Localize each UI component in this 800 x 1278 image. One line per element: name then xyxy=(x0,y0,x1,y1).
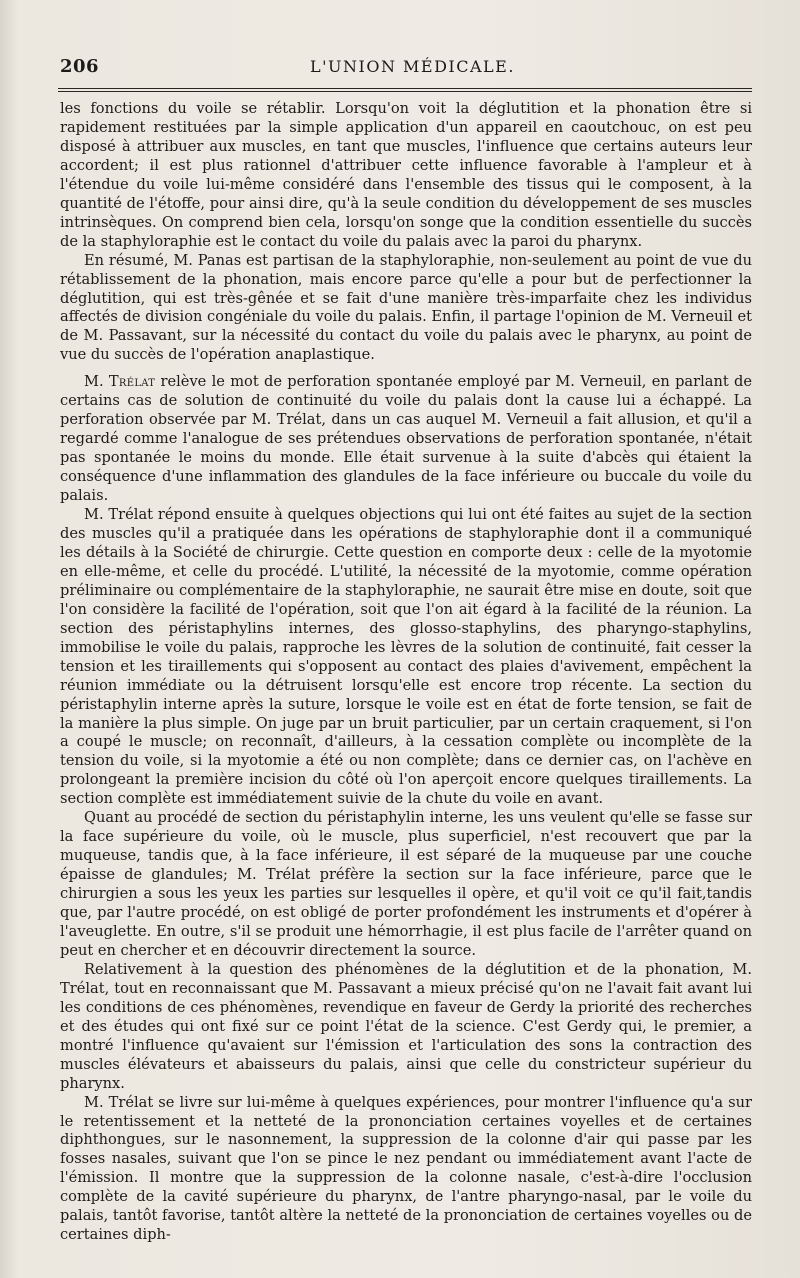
running-head xyxy=(60,56,750,84)
header-rule xyxy=(58,88,752,89)
header-rule-double xyxy=(58,91,752,92)
speaker-name: Trélat xyxy=(108,373,156,391)
article-body xyxy=(60,100,752,1245)
paragraph: Quant au procédé de section du péristaphylin interne, les uns veulent qu'elle se fasse sur la face supérieure du voile, où le muscle, plus superficiel, n'est recouvert que par la muqueuse, tandis que, à la face inférieure, il est séparé de la muqueuse par une couche épaisse de glandules; M. Trélat préfère la section sur la face inférieure, parce que le chirurgien a sous les yeux les parties sur lesquelles il opère, et qu'il voit ce qu'il fait,tandis que, par l'autre procédé, on est obligé de porter profondément les instruments et d'opérer à l'aveuglette. En outre, s'il se produit une hémorrhagie, il est plus facile de l'arrêter quand on peut en chercher et en découvrir directement la source. xyxy=(60,809,752,959)
journal-title: L'UNION MÉDICALE. xyxy=(310,57,515,76)
paragraph: M. Trélat répond ensuite à quelques objections qui lui ont été faites au sujet de la section des muscles qu'il a pratiquée dans les opérations de staphyloraphie dont il a communiqué les détails à la Société de chirurgie. Cette question en comporte deux : celle de la myotomie en elle-même, et celle du procédé. L'utilité, la nécessité de la myotomie, comme opération préliminaire ou complémentaire de la staphyloraphie, ne saurait être mise en doute, soit que l'on considère la facilité de l'opération, soit que l'on ait égard à la facilité de la réunion. La section des péristaphylins internes, des glosso-staphylins, des pharyngo-staphylins, immobilise le voile du palais, rapproche les lèvres de la solution de continuité, fait cesser la tension et les tiraillements qui s'opposent au contact des plaies d'avivement, empêchent la réunion immédiate ou la détruisent lorsqu'elle est encore trop récente. La section du péristaphylin interne après la suture, lorsque le voile est en état de forte tension, se fait de la manière la plus simple. On juge par un bruit particulier, par un certain craquement, si l'on a coupé le muscle; on reconnaît, d'ailleurs, à la cessation complète ou incomplète de la tension du voile, si la myotomie a été ou non complète; dans ce dernier cas, on l'achève en prolongeant la première incision du côté où l'on aperçoit encore quelques tiraillements. La section complète est immédiatement suivie de la chute du voile en avant. xyxy=(60,506,752,808)
paragraph-trelat-intro xyxy=(60,373,752,506)
paragraph-text: relève le mot de perforation spontanée employé par M. Verneuil, en parlant de certains cas de solution de continuité du voile du palais dont la cause lui a échappé. La perforation observée par M. Trélat, dans un cas auquel M. Verneuil a fait allusion, et qu'il a regardé comme l'analogue de ses prétendues observations de perforation spontanée, n'était pas spontanée le moins du monde. Elle était survenue à la suite d'abcès qui étaient la conséquence d'une inflammation des glandules de la face inférieure ou buccale du voile du palais. xyxy=(60,373,752,505)
page-number: 206 xyxy=(60,56,100,77)
paragraph: M. Trélat se livre sur lui-même à quelques expériences, pour montrer l'influence qu'a sur le retentissement et la netteté de la prononciation certaines voyelles et de certaines diphthongues, sur le nasonnement, la suppression de la colonne d'air qui passe par les fosses nasales, suivant que l'on se pince le nez pendant ou immédiatement avant l'acte de l'émission. Il montre que la suppression de la colonne nasale, c'est-à-dire l'occlusion complète de la cavité supérieure du pharynx, de l'antre pharyngo-nasal, par le voile du palais, tantôt favorise, tantôt altère la netteté de la prononciation de certaines voyelles ou de certaines diph- xyxy=(60,1093,752,1244)
paragraph: les fonctions du voile se rétablir. Lorsqu'on voit la déglutition et la phonation être si rapidement restituées par la simple application d'un appareil en caoutchouc, on est peu disposé à attribuer aux muscles, en tant que muscles, l'influence que certains auteurs leur accordent; il est plus rationnel d'attribuer cette influence favorable à l'ampleur et à l'étendue du voile lui-même considéré dans l'ensemble des tissus qui le composent, à la quantité de l'étoffe, pour ainsi dire, qu'à la seule condition du développement de ses muscles intrinsèques. On comprend bien cela, lorsqu'on songe que la condition essentielle du succès de la staphyloraphie est le contact du voile du palais avec la paroi du pharynx. xyxy=(60,100,752,250)
paragraph: En résumé, M. Panas est partisan de la staphyloraphie, non-seulement au point de vue du rétablissement de la phonation, mais encore parce qu'elle a pour but de perfectionner la déglutition, qui est très-gênée et se fait d'une manière très-imparfaite chez les individus affectés de division congéniale du voile du palais. Enfin, il partage l'opinion de M. Verneuil et de M. Passavant, sur la nécessité du contact du voile du palais avec le pharynx, au point de vue du succès de l'opération anaplastique. xyxy=(60,251,752,364)
paragraph: Relativement à la question des phénomènes de la déglutition et de la phonation, M. Trélat, tout en reconnaissant que M. Passavant a mieux précisé qu'on ne l'avait fait avant lui les conditions de ces phénomènes, revendique en faveur de Gerdy la priorité des recherches et des études qui ont fixé sur ce point l'état de la science. C'est Gerdy qui, le premier, a montré l'influence qu'avaient sur l'émission et l'articulation des sons la contraction des muscles élévateurs et abaisseurs du palais, ainsi que celle du constricteur supérieur du pharynx. xyxy=(60,960,752,1092)
speaker-prefix: M. xyxy=(84,373,109,391)
